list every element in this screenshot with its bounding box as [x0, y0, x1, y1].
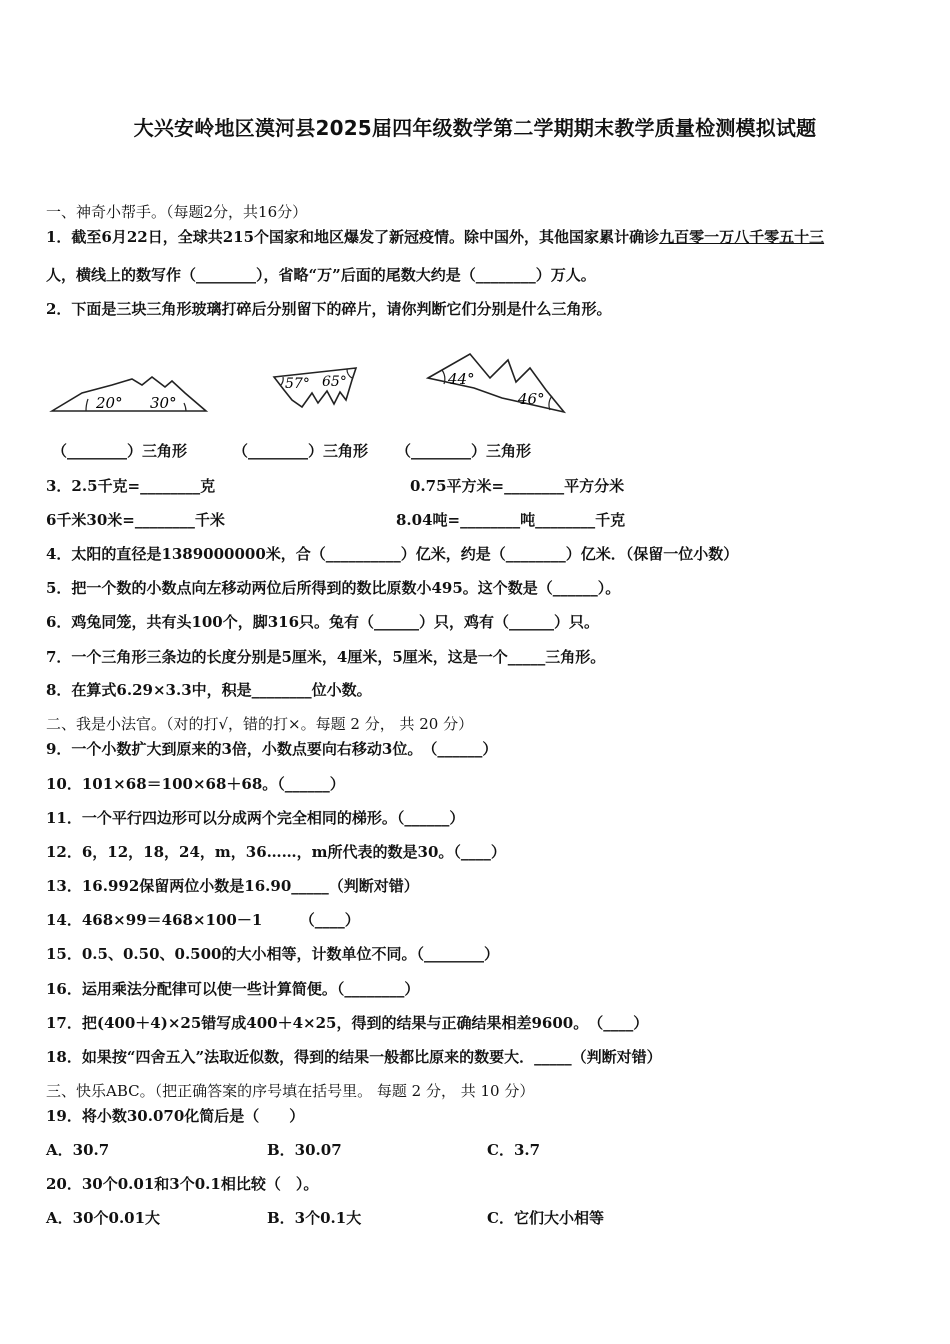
question-16: 16．运用乘法分配律可以使一些计算简便。（________） — [46, 980, 420, 998]
shard-3-angle-a: 44° — [448, 370, 475, 388]
question-3d: 8.04吨=________吨________千克 — [396, 511, 626, 529]
question-3b: 0.75平方米=________平方分米 — [410, 477, 625, 495]
question-1 — [46, 227, 824, 247]
question-9: 9．一个小数扩大到原来的3倍，小数点要向右移动3位。 （______） — [46, 740, 498, 758]
question-8: 8．在算式6.29×3.3中，积是________位小数。 — [46, 681, 372, 699]
shard-3-angle-b: 46° — [518, 390, 545, 408]
shard-3 — [428, 354, 564, 412]
question-6: 6．鸡兔同笼，共有头100个，脚316只。兔有（______）只，鸡有（______）只。 — [46, 613, 600, 631]
question-11: 11．一个平行四边形可以分成两个完全相同的梯形。（______） — [46, 809, 465, 827]
shard-2-answer: （________）三角形 — [233, 442, 369, 460]
question-19-option-b: B．30.07 — [267, 1141, 342, 1159]
shard-3-answer: （________）三角形 — [396, 442, 532, 460]
question-20: 20．30个0.01和3个0.1相比较（ ）。 — [46, 1175, 319, 1193]
question-19-option-c: C．3.7 — [487, 1141, 541, 1159]
question-18: 18．如果按“四舍五入”法取近似数，得到的结果一般都比原来的数要大．_____（判断对错） — [46, 1048, 662, 1066]
question-1-underlined: 九百零一万八千零五十三 — [659, 228, 825, 246]
shard-2-angle-b: 65° — [322, 374, 347, 390]
shard-1 — [52, 377, 206, 412]
question-20-option-a: A．30个0.01大 — [46, 1209, 161, 1227]
question-4: 4．太阳的直径是1389000000米，合（__________）亿米，约是（________）亿米．（保留一位小数） — [46, 545, 739, 563]
page-title: 大兴安岭地区漠河县2025届四年级数学第二学期期末教学质量检测模拟试题 — [133, 116, 817, 140]
shard-1-answer: （________）三角形 — [52, 442, 188, 460]
question-5: 5．把一个数的小数点向左移动两位后所得到的数比原数小495。这个数是（______）。 — [46, 579, 621, 597]
question-1-text: 1．截至6月22日，全球共215个国家和地区爆发了新冠疫情。除中国外，其他国家累计确诊 — [46, 228, 660, 246]
question-17: 17．把(400＋4)×25错写成400＋4×25，得到的结果与正确结果相差9600。 （____） — [46, 1014, 649, 1032]
question-13: 13．16.992保留两位小数是16.90_____（判断对错） — [46, 877, 419, 895]
section-1-heading: 一、神奇小帮手。（每题2分，共16分） — [46, 203, 308, 221]
question-20-option-c: C．它们大小相等 — [487, 1209, 604, 1227]
question-19-option-a: A．30.7 — [46, 1141, 110, 1159]
question-12: 12．6，12，18，24，m，36……，m所代表的数是30。（____） — [46, 843, 506, 861]
question-2: 2．下面是三块三角形玻璃打碎后分别留下的碎片，请你判断它们分别是什么三角形。 — [46, 300, 612, 318]
section-2-heading: 二、我是小法官。（对的打√，错的打×。每题 2 分， 共 20 分） — [46, 715, 474, 733]
glass-shards-figure — [0, 340, 950, 430]
question-1-cont: 人，横线上的数写作（________），省略“万”后面的尾数大约是（________）万人。 — [46, 266, 596, 284]
shard-1-angle-b-label: 30° — [150, 394, 177, 412]
shard-2 — [274, 368, 356, 407]
question-10: 10．101×68＝100×68＋68。（______） — [46, 775, 345, 793]
shard-2-angle-a: 57° — [285, 376, 310, 392]
question-3c: 6千米30米=________千米 — [46, 511, 225, 529]
question-14: 14．468×99＝468×100－1 （____） — [46, 911, 360, 929]
section-3-heading: 三、快乐ABC。（把正确答案的序号填在括号里。 每题 2 分， 共 10 分） — [46, 1082, 535, 1100]
question-20-option-b: B．3个0.1大 — [267, 1209, 362, 1227]
shard-1-angle-a: 20° — [96, 394, 123, 412]
question-15: 15．0.5、0.50、0.500的大小相等，计数单位不同。（________） — [46, 945, 499, 963]
question-19: 19．将小数30.070化简后是（ ） — [46, 1107, 305, 1125]
question-3a: 3．2.5千克=________克 — [46, 477, 216, 495]
question-7: 7．一个三角形三条边的长度分别是5厘米，4厘米，5厘米，这是一个_____三角形。 — [46, 648, 606, 666]
